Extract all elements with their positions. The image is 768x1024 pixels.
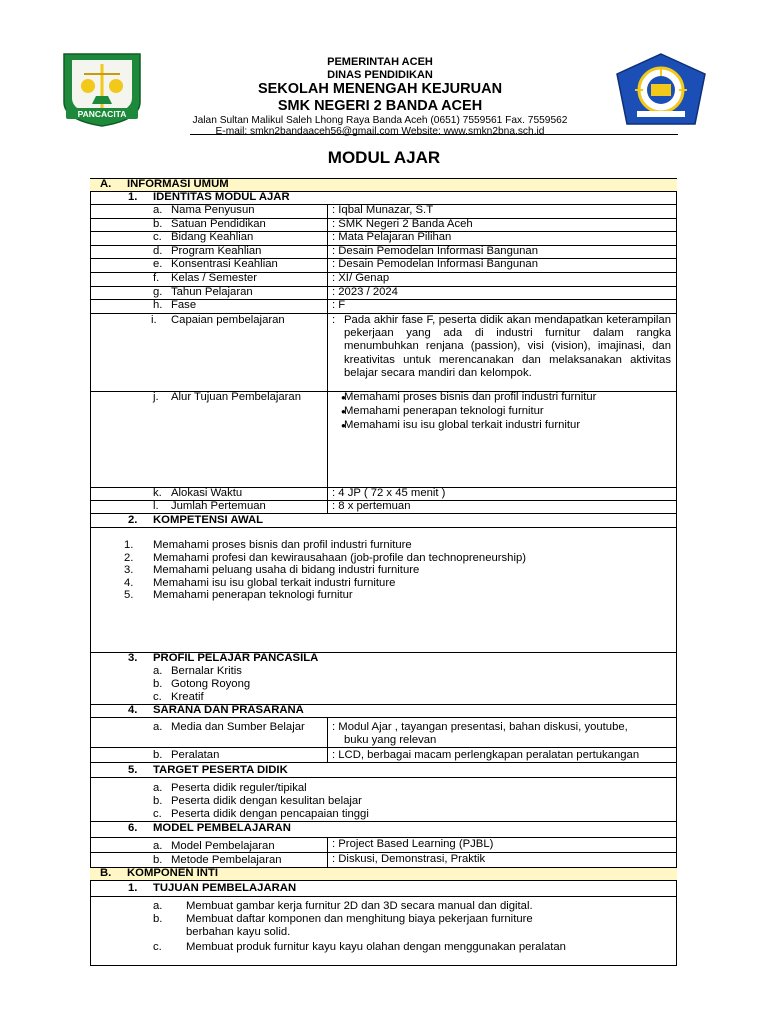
identitas-label: Program Keahlian: [171, 244, 262, 257]
row-divider: [90, 777, 677, 778]
row-divider: [90, 527, 677, 528]
kompetensi-num: 4.: [124, 576, 134, 589]
alokasi-letter: k.: [153, 487, 162, 499]
column-divider: [327, 204, 328, 514]
profil-item: Bernalar Kritis: [171, 665, 242, 677]
capaian-colon: :: [332, 314, 336, 326]
identitas-letter: b.: [153, 217, 163, 230]
identitas-value: : Mata Pelajaran Pilihan: [332, 231, 452, 244]
target-item: Peserta didik reguler/tipikal: [171, 782, 307, 794]
section-a-letter: A.: [100, 178, 112, 190]
alur-label: Alur Tujuan Pembelajaran: [171, 391, 301, 403]
media-letter: a.: [153, 721, 163, 733]
identitas-label: Tahun Pelajaran: [171, 285, 253, 298]
subsection-1-num: 1.: [128, 191, 138, 203]
alur-item: ● Memahami isu isu global terkait industri furnitur: [344, 419, 580, 431]
identitas-letter: f.: [153, 272, 160, 284]
tujuan-text: Membuat gambar kerja furnitur 2D dan 3D secara manual dan digital.: [186, 900, 533, 912]
kompetensi-item: Memahami isu isu global terkait industri furniture: [153, 576, 396, 589]
pertemuan-letter: l.: [153, 500, 159, 512]
header-school-name: SMK NEGERI 2 BANDA ACEH: [277, 97, 483, 114]
tujuan-letter: c.: [153, 941, 162, 953]
tujuan-text: Membuat produk furnitur kayu kayu olahan dengan menggunakan peralatan: [186, 941, 566, 953]
subsection-b1-title: TUJUAN PEMBELAJARAN: [153, 882, 297, 894]
subsection-4-num: 4.: [128, 704, 138, 716]
identitas-label: Bidang Keahlian: [171, 231, 254, 244]
tujuan-letter: a.: [153, 900, 163, 912]
identitas-value: : SMK Negeri 2 Banda Aceh: [332, 217, 473, 230]
capaian-letter: i.: [151, 314, 157, 326]
identitas-letter: g.: [153, 285, 163, 298]
target-letter: b.: [153, 795, 163, 807]
alur-letter: j.: [153, 391, 159, 403]
section-b-title: KOMPONEN INTI: [127, 867, 219, 879]
kompetensi-item: Memahami peluang usaha di bidang industri furniture: [153, 564, 420, 576]
subsection-4-title: SARANA DAN PRASARANA: [153, 704, 304, 716]
subsection-2-num: 2.: [128, 514, 138, 526]
subsection-1-title: IDENTITAS MODUL AJAR: [153, 191, 290, 203]
row-divider: [90, 880, 677, 881]
metode-letter: b.: [153, 854, 163, 866]
alur-item: ● Memahami proses bisnis dan profil industri furnitur: [344, 391, 596, 403]
section-a-title: INFORMASI UMUM: [127, 178, 229, 190]
identitas-value: : Iqbal Munazar, S.T: [332, 204, 434, 216]
identitas-label: Nama Penyusun: [171, 204, 255, 216]
subsection-6-num: 6.: [128, 822, 138, 834]
header-line-3: SEKOLAH MENENGAH KEJURUAN: [257, 81, 503, 98]
alokasi-value: : 4 JP ( 72 x 45 menit ): [332, 487, 446, 499]
identitas-label: Satuan Pendidikan: [171, 217, 266, 230]
header-address: Jalan Sultan Malikul Saleh Lhong Raya Banda Aceh (0651) 7559561 Fax. 7559562: [192, 114, 568, 126]
tujuan-text: Membuat daftar komponen dan menghitung biaya pekerjaan furniture: [186, 913, 533, 925]
subsection-6-title: MODEL PEMBELAJARAN: [153, 822, 291, 834]
identitas-letter: h.: [153, 299, 163, 312]
pertemuan-label: Jumlah Pertemuan: [171, 500, 266, 512]
metode-label: Metode Pembelajaran: [171, 854, 282, 866]
model-value: : Project Based Learning (PJBL): [332, 838, 494, 850]
tujuan-letter: b.: [153, 913, 163, 925]
identitas-value: : Desain Pemodelan Informasi Bangunan: [332, 258, 538, 271]
target-letter: c.: [153, 808, 162, 820]
kompetensi-num: 3.: [124, 564, 134, 576]
profil-letter: a.: [153, 665, 163, 677]
row-divider: [90, 896, 677, 897]
kompetensi-num: 5.: [124, 589, 134, 601]
pertemuan-value: : 8 x pertemuan: [332, 500, 411, 512]
identitas-value: : XI/ Genap: [332, 272, 390, 284]
model-letter: a.: [153, 840, 163, 852]
target-item: Peserta didik dengan pencapaian tinggi: [171, 808, 369, 820]
capaian-text: Pada akhir fase F, peserta didik akan mendapatkan keterampilan pekerjaan yang ada di industri furnitur dalam rangka menumbuhkan renjana (passion), visi (vision), imajinasi, dan kreativitas untuk merencanakan dan melaksanakan aktivitas belajar secara mandiri dan kelompok.: [344, 314, 671, 379]
row-divider: [90, 717, 677, 718]
subsection-b1-num: 1.: [128, 882, 138, 894]
dinas-pendidikan-logo: [613, 52, 709, 130]
pancacita-logo: [58, 50, 146, 128]
media-value: : Modul Ajar , tayangan presentasi, bahan diskusi, youtube,: [332, 721, 628, 733]
identitas-label: Konsentrasi Keahlian: [171, 258, 278, 271]
kompetensi-item: Memahami proses bisnis dan profil industri furniture: [153, 539, 412, 551]
svg-text:PANCACITA: PANCACITA: [77, 109, 127, 119]
row-divider: [90, 762, 677, 763]
identitas-letter: d.: [153, 244, 163, 257]
identitas-letter: c.: [153, 231, 162, 244]
document-title: MODUL AJAR: [327, 148, 441, 167]
metode-value: : Diskusi, Demonstrasi, Praktik: [332, 853, 486, 865]
subsection-3-num: 3.: [128, 652, 138, 664]
header-line-2: DINAS PENDIDIKAN: [327, 68, 433, 81]
kompetensi-item: Memahami penerapan teknologi furnitur: [153, 589, 353, 601]
profil-item: Gotong Royong: [171, 678, 251, 690]
subsection-5-num: 5.: [128, 764, 138, 776]
profil-letter: c.: [153, 691, 162, 703]
subsection-5-title: TARGET PESERTA DIDIK: [153, 764, 288, 776]
identitas-letter: e.: [153, 258, 163, 271]
model-label: Model Pembelajaran: [171, 840, 275, 852]
section-b-letter: B.: [100, 867, 112, 879]
alur-item: ● Memahami penerapan teknologi furnitur: [344, 405, 544, 417]
header-contact: E-mail: smkn2bandaaceh56@gmail.com Website: www.smkn2bna.sch.id: [215, 126, 545, 138]
capaian-label: Capaian pembelajaran: [171, 314, 285, 326]
profil-item: Kreatif: [171, 691, 204, 703]
peralatan-letter: b.: [153, 749, 163, 761]
kompetensi-num: 1.: [124, 539, 134, 551]
subsection-3-title: PROFIL PELAJAR PANCASILA: [153, 652, 319, 664]
identitas-value: : F: [332, 299, 346, 312]
identitas-label: Kelas / Semester: [171, 272, 258, 284]
column-divider: [327, 837, 328, 867]
subsection-2-title: KOMPETENSI AWAL: [153, 514, 264, 526]
identitas-value: : Desain Pemodelan Informasi Bangunan: [332, 244, 538, 257]
identitas-value: : 2023 / 2024: [332, 285, 398, 298]
peralatan-value: : LCD, berbagai macam perlengkapan peralatan pertukangan: [332, 749, 640, 761]
alokasi-label: Alokasi Waktu: [171, 487, 243, 499]
tujuan-text-cont: berbahan kayu solid.: [186, 926, 291, 938]
media-label: Media dan Sumber Belajar: [171, 721, 305, 733]
kompetensi-num: 2.: [124, 551, 134, 564]
letterhead: [150, 56, 610, 138]
identitas-label: Fase: [171, 299, 197, 312]
target-item: Peserta didik dengan kesulitan belajar: [171, 795, 362, 807]
peralatan-label: Peralatan: [171, 749, 220, 761]
column-divider: [327, 717, 328, 762]
identitas-letter: a.: [153, 204, 163, 216]
kompetensi-item: Memahami profesi dan kewirausahaan (job-profile dan technopreneurship): [153, 551, 527, 564]
letterhead-divider: [190, 134, 678, 135]
target-letter: a.: [153, 782, 163, 794]
profil-letter: b.: [153, 678, 163, 690]
row-divider: [90, 747, 677, 748]
media-value-2: buku yang relevan: [344, 734, 437, 746]
header-line-1: PEMERINTAH ACEH: [327, 56, 433, 68]
